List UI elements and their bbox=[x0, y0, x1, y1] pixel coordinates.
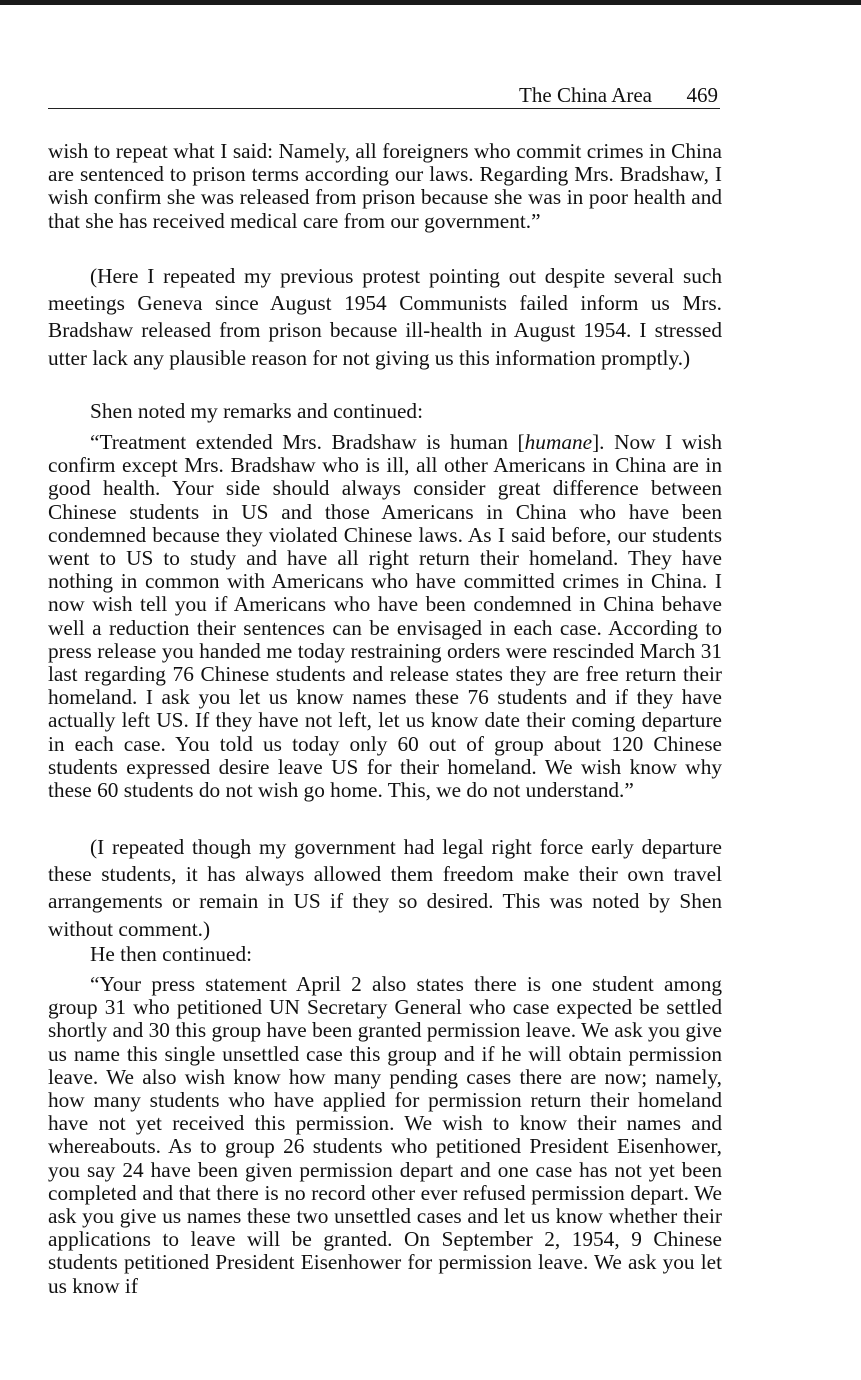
paragraph-press-statement-quote: “Your press statement April 2 also states there is one student among group 31 who petitioned UN Secretary General who case expected be settled shortly and 30 this group have been granted permission leave. We ask you give us name this single unsettled case this group and if he will obtain permission leave. We also wish know how many pending cases there are now; namely, how many students who have applied for permission return their homeland have not yet received this permission. We wish to know their names and whereabouts. As to group 26 students who petitioned President Eisenhower, you say 24 have been given permission depart and one case has not yet been completed and that there is no record other ever refused permission depart. We ask you give us names these two unsettled cases and let us know whether their applications to leave will be granted. On September 2, 1954, 9 Chinese students petitioned President Eisenhower for permission leave. We ask you let us know if bbox=[48, 972, 722, 1298]
page-top-edge bbox=[0, 0, 861, 5]
paragraph-shen-noted: Shen noted my remarks and continued: bbox=[90, 399, 423, 423]
running-header bbox=[48, 80, 720, 109]
editorial-insertion: humane bbox=[524, 430, 593, 454]
paragraph-protest-note: (Here I repeated my previous protest pointing out despite several such meetings Geneva since August 1954 Communists failed inform us Mrs. Bradshaw released from prison because ill-health in August 1954. I stressed utter lack any plausible reason for not giving us this information promptly.) bbox=[48, 264, 722, 370]
paragraph-treatment-quote bbox=[48, 431, 722, 802]
paragraph-departure-note: (I repeated though my government had legal right force early departure these students, it has always allowed them freedom make their own travel arrangements or remain in US if they so desired. This was noted by Shen without comment.) bbox=[48, 835, 722, 941]
paragraph-he-continued: He then continued: bbox=[90, 942, 253, 966]
treatment-quote-text-start: “Treatment extended Mrs. Bradshaw is human [ bbox=[90, 430, 525, 454]
treatment-quote-text-rest: ]. Now I wish confirm except Mrs. Bradshaw who is ill, all other Americans in China are in good health. Your side should always consider great difference between Chinese students in US and those Americans in China who have been condemned because they violated Chinese laws. As I said before, our students went to US to study and have all right return their homeland. They have nothing in common with Americans who have committed crimes in China. I now wish tell you if Americans who have been condemned in China behave well a reduction their sentences can be envisaged in each case. According to press release you handed me today restraining orders were rescinded March 31 last regarding 76 Chinese students and release states they are free return their homeland. I ask you let us know names these 76 students and if they have actually left US. If they have not left, let us know date their coming departure in each case. You told us today only 60 out of group about 120 Chinese students expressed desire leave US for their homeland. We wish know why these 60 students do not wish go home. This, we do not understand.” bbox=[48, 430, 722, 803]
page-number: 469 bbox=[686, 83, 718, 107]
paragraph-quote-continuation: wish to repeat what I said: Namely, all foreigners who commit crimes in China are sentenced to prison terms according our laws. Regarding Mrs. Bradshaw, I wish confirm she was released from prison because she was in poor health and that she has received medical care from our government.” bbox=[48, 139, 722, 233]
running-header-title: The China Area bbox=[519, 83, 652, 107]
